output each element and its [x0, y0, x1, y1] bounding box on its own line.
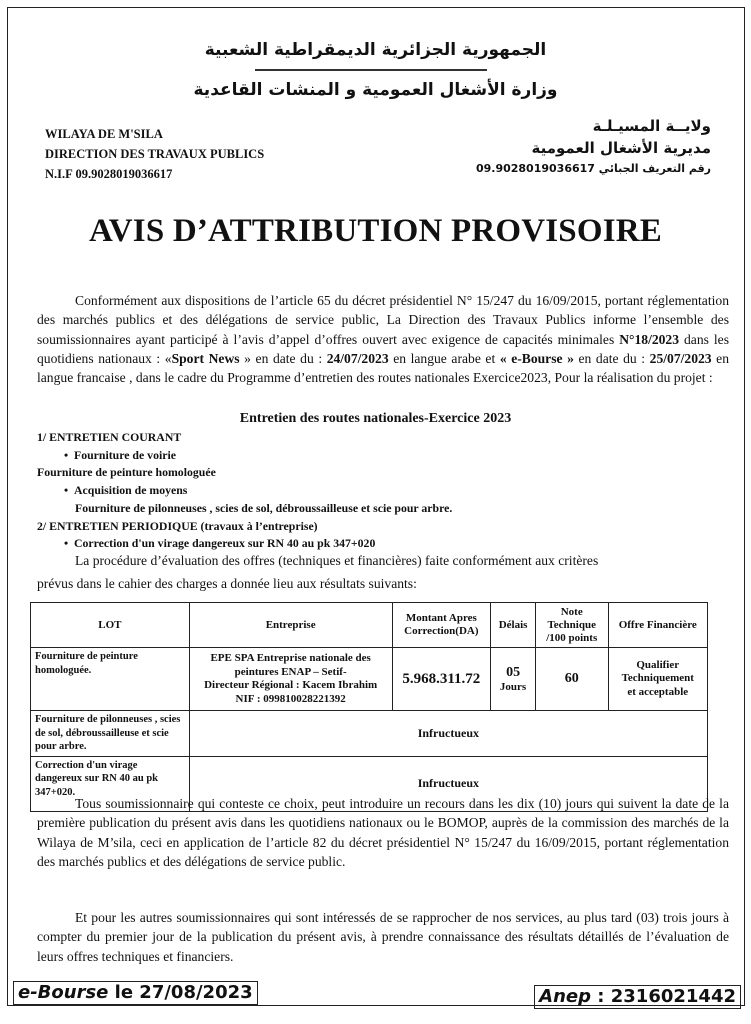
nif-label-arabic: [476, 159, 711, 179]
table-row: [31, 711, 708, 757]
direction-label-arabic: مديرية الأشغال العمومية: [531, 139, 711, 157]
entreprise-director: Directeur Régional : Kacem Ibrahim: [204, 679, 378, 691]
cell-offre: [608, 648, 708, 711]
delais-value: 05: [506, 665, 521, 680]
recours-paragraph: [37, 794, 729, 871]
heading-underline: [255, 69, 487, 71]
cell-lot: Correction d'un virage dangereux sur RN 40 au pk 347+020.: [31, 756, 190, 811]
cell-entreprise: [189, 648, 392, 711]
publication-name: e-Bourse: [18, 982, 109, 1003]
intro-text: Conformément aux dispositions de l’article 65 du décret présidentiel N° 15/247 du 16/09/2015, portant réglementation des marchés publics et des délégations de service public, La Direction des Travaux Publics informe l’ensemble des soumissionnaires ayant participé à l’avis d’appel d’offres ouvert avec exigence de capacités minimales: [37, 293, 729, 347]
cell-montant: 5.968.311.72: [392, 648, 491, 711]
col-entreprise: Entreprise: [189, 603, 392, 648]
tender-number: N°18/2023: [619, 331, 680, 347]
bullet-icon: •: [64, 483, 69, 498]
other-bidders-paragraph: [37, 908, 729, 966]
list-item: [37, 482, 717, 500]
list-item: [37, 447, 717, 465]
wilaya-label: WILAYA DE M'SILA: [45, 127, 163, 141]
cell-lot: Fourniture de pilonneuses , scies de sol, débroussailleuse et scie pour arbre.: [31, 711, 190, 757]
list-subitem: Fourniture de pilonneuses , scies de sol, débroussailleuse et scie pour arbre.: [75, 500, 453, 515]
entreprise-name: peintures ENAP – Setif-: [234, 665, 347, 678]
table-row: [31, 648, 708, 711]
republic-heading-arabic: [0, 40, 751, 60]
cell-status-infructueux: Infructueux: [189, 756, 707, 811]
nif-arabic-value: 09.9028019036617: [475, 162, 595, 175]
newspaper-french: « e-Bourse »: [499, 350, 574, 366]
newspaper-arabic: Sport News: [171, 350, 240, 366]
publication-date-french: 25/07/2023: [649, 350, 712, 366]
anep-stamp: [534, 985, 741, 1009]
publication-date-arabic: 24/07/2023: [326, 350, 389, 366]
publication-date: le 27/08/2023: [108, 982, 253, 1003]
offre-status: Techniquement: [621, 672, 694, 685]
col-delais: Délais: [491, 603, 536, 648]
delais-unit: Jours: [499, 681, 527, 693]
recours-text: Tous soumissionnaire qui conteste ce choix, peut introduire un recours dans les dix (10) jours qui suivent la date de la première publication du présent avis dans les quotidiens nationaux ou le BOMOP, auprès de la commission des marchés de la Wilaya de M’sila, ceci en application de l’article 82 du décret présidentiel N° 15/247 du 16/09/2015, portant réglementation des marchés publics et des délégations de service public.: [37, 796, 729, 869]
ministry-heading-arabic: وزارة الأشغال العمومية و المنشات القاعدية: [193, 80, 558, 100]
list-item-label: Acquisition de moyens: [74, 483, 188, 498]
evaluation-text: La procédure d’évaluation des offres (techniques et financières) faite conformément aux critères: [75, 553, 599, 568]
results-table: [30, 602, 708, 812]
wilaya-label-arabic: ولايــة المسيـلـة: [592, 117, 711, 135]
intro-text: » en date du :: [239, 350, 327, 366]
entreprise-nif: NIF : 099810028221392: [235, 692, 346, 705]
intro-text: en langue arabe et: [388, 350, 500, 366]
document-title: AVIS D’ATTRIBUTION PROVISOIRE: [88, 213, 663, 249]
issuer-block-arabic: [476, 115, 711, 179]
section-entretien-courant: 1/ ENTRETIEN COURANT: [37, 430, 182, 444]
bullet-icon: •: [64, 536, 69, 551]
intro-paragraph: [37, 291, 729, 387]
col-note: Note Technique /100 points: [535, 603, 608, 648]
list-item-label: Fourniture de voirie: [74, 447, 177, 462]
section-entretien-periodique: 2/ ENTRETIEN PERIODIQUE (travaux à l’entreprise): [37, 518, 318, 533]
intro-text: en date du :: [573, 350, 650, 366]
project-title: Entretien des routes nationales-Exercice 2023: [239, 411, 512, 426]
cell-status-infructueux: Infructueux: [189, 711, 707, 757]
cell-delais: [491, 648, 536, 711]
anep-label: Anep: [539, 986, 592, 1007]
bullet-icon: •: [64, 447, 69, 462]
other-bidders-text: Et pour les autres soumissionnaires qui sont intéressés de se rapprocher de nos services, au plus tard (03) trois jours à compter du premier jour de la publication du présent avis, à prendre connaissance des résultats détaillés de l’évaluation de leurs offres techniques et financiers.: [37, 910, 729, 964]
cell-note: 60: [535, 648, 608, 711]
list-subitem: Fourniture de peinture homologuée: [37, 465, 216, 480]
issuer-block-french: [45, 124, 264, 184]
intro-text: en langue francaise , dans le cadre du Programme d’entretien des routes nationales Exercice2023, Pour la réalisation du projet :: [37, 350, 730, 386]
offre-status: et acceptable: [627, 685, 689, 698]
entreprise-name: EPE SPA Entreprise nationale des: [210, 652, 371, 664]
anep-number: : 2316021442: [591, 986, 736, 1007]
cell-lot: Fourniture de peinture homologuée.: [31, 648, 190, 711]
col-offre: Offre Financière: [608, 603, 708, 648]
list-item-label: Correction d'un virage dangereux sur RN 40 au pk 347+020: [74, 536, 376, 551]
direction-label: DIRECTION DES TRAVAUX PUBLICS: [45, 147, 265, 161]
table-header-row: [31, 603, 708, 648]
nif-label: N.I.F 09.9028019036617: [45, 167, 173, 181]
offre-status: Qualifier: [636, 658, 680, 671]
republic-heading-text: الجمهورية الجزائرية الديمقراطية الشعبية: [204, 40, 547, 60]
col-lot: LOT: [31, 603, 190, 648]
evaluation-paragraph: [37, 551, 729, 594]
col-montant: Montant Apres Correction(DA): [392, 603, 491, 648]
intro-text: dans les quotidiens nationaux : «: [37, 331, 729, 366]
nif-arabic-caption: رقم التعريف الجبائي: [598, 162, 711, 175]
project-items-list: [37, 429, 717, 553]
evaluation-text: prévus dans le cahier des charges a donnée lieu aux résultats suivants:: [37, 576, 417, 592]
publication-stamp: [13, 981, 258, 1005]
